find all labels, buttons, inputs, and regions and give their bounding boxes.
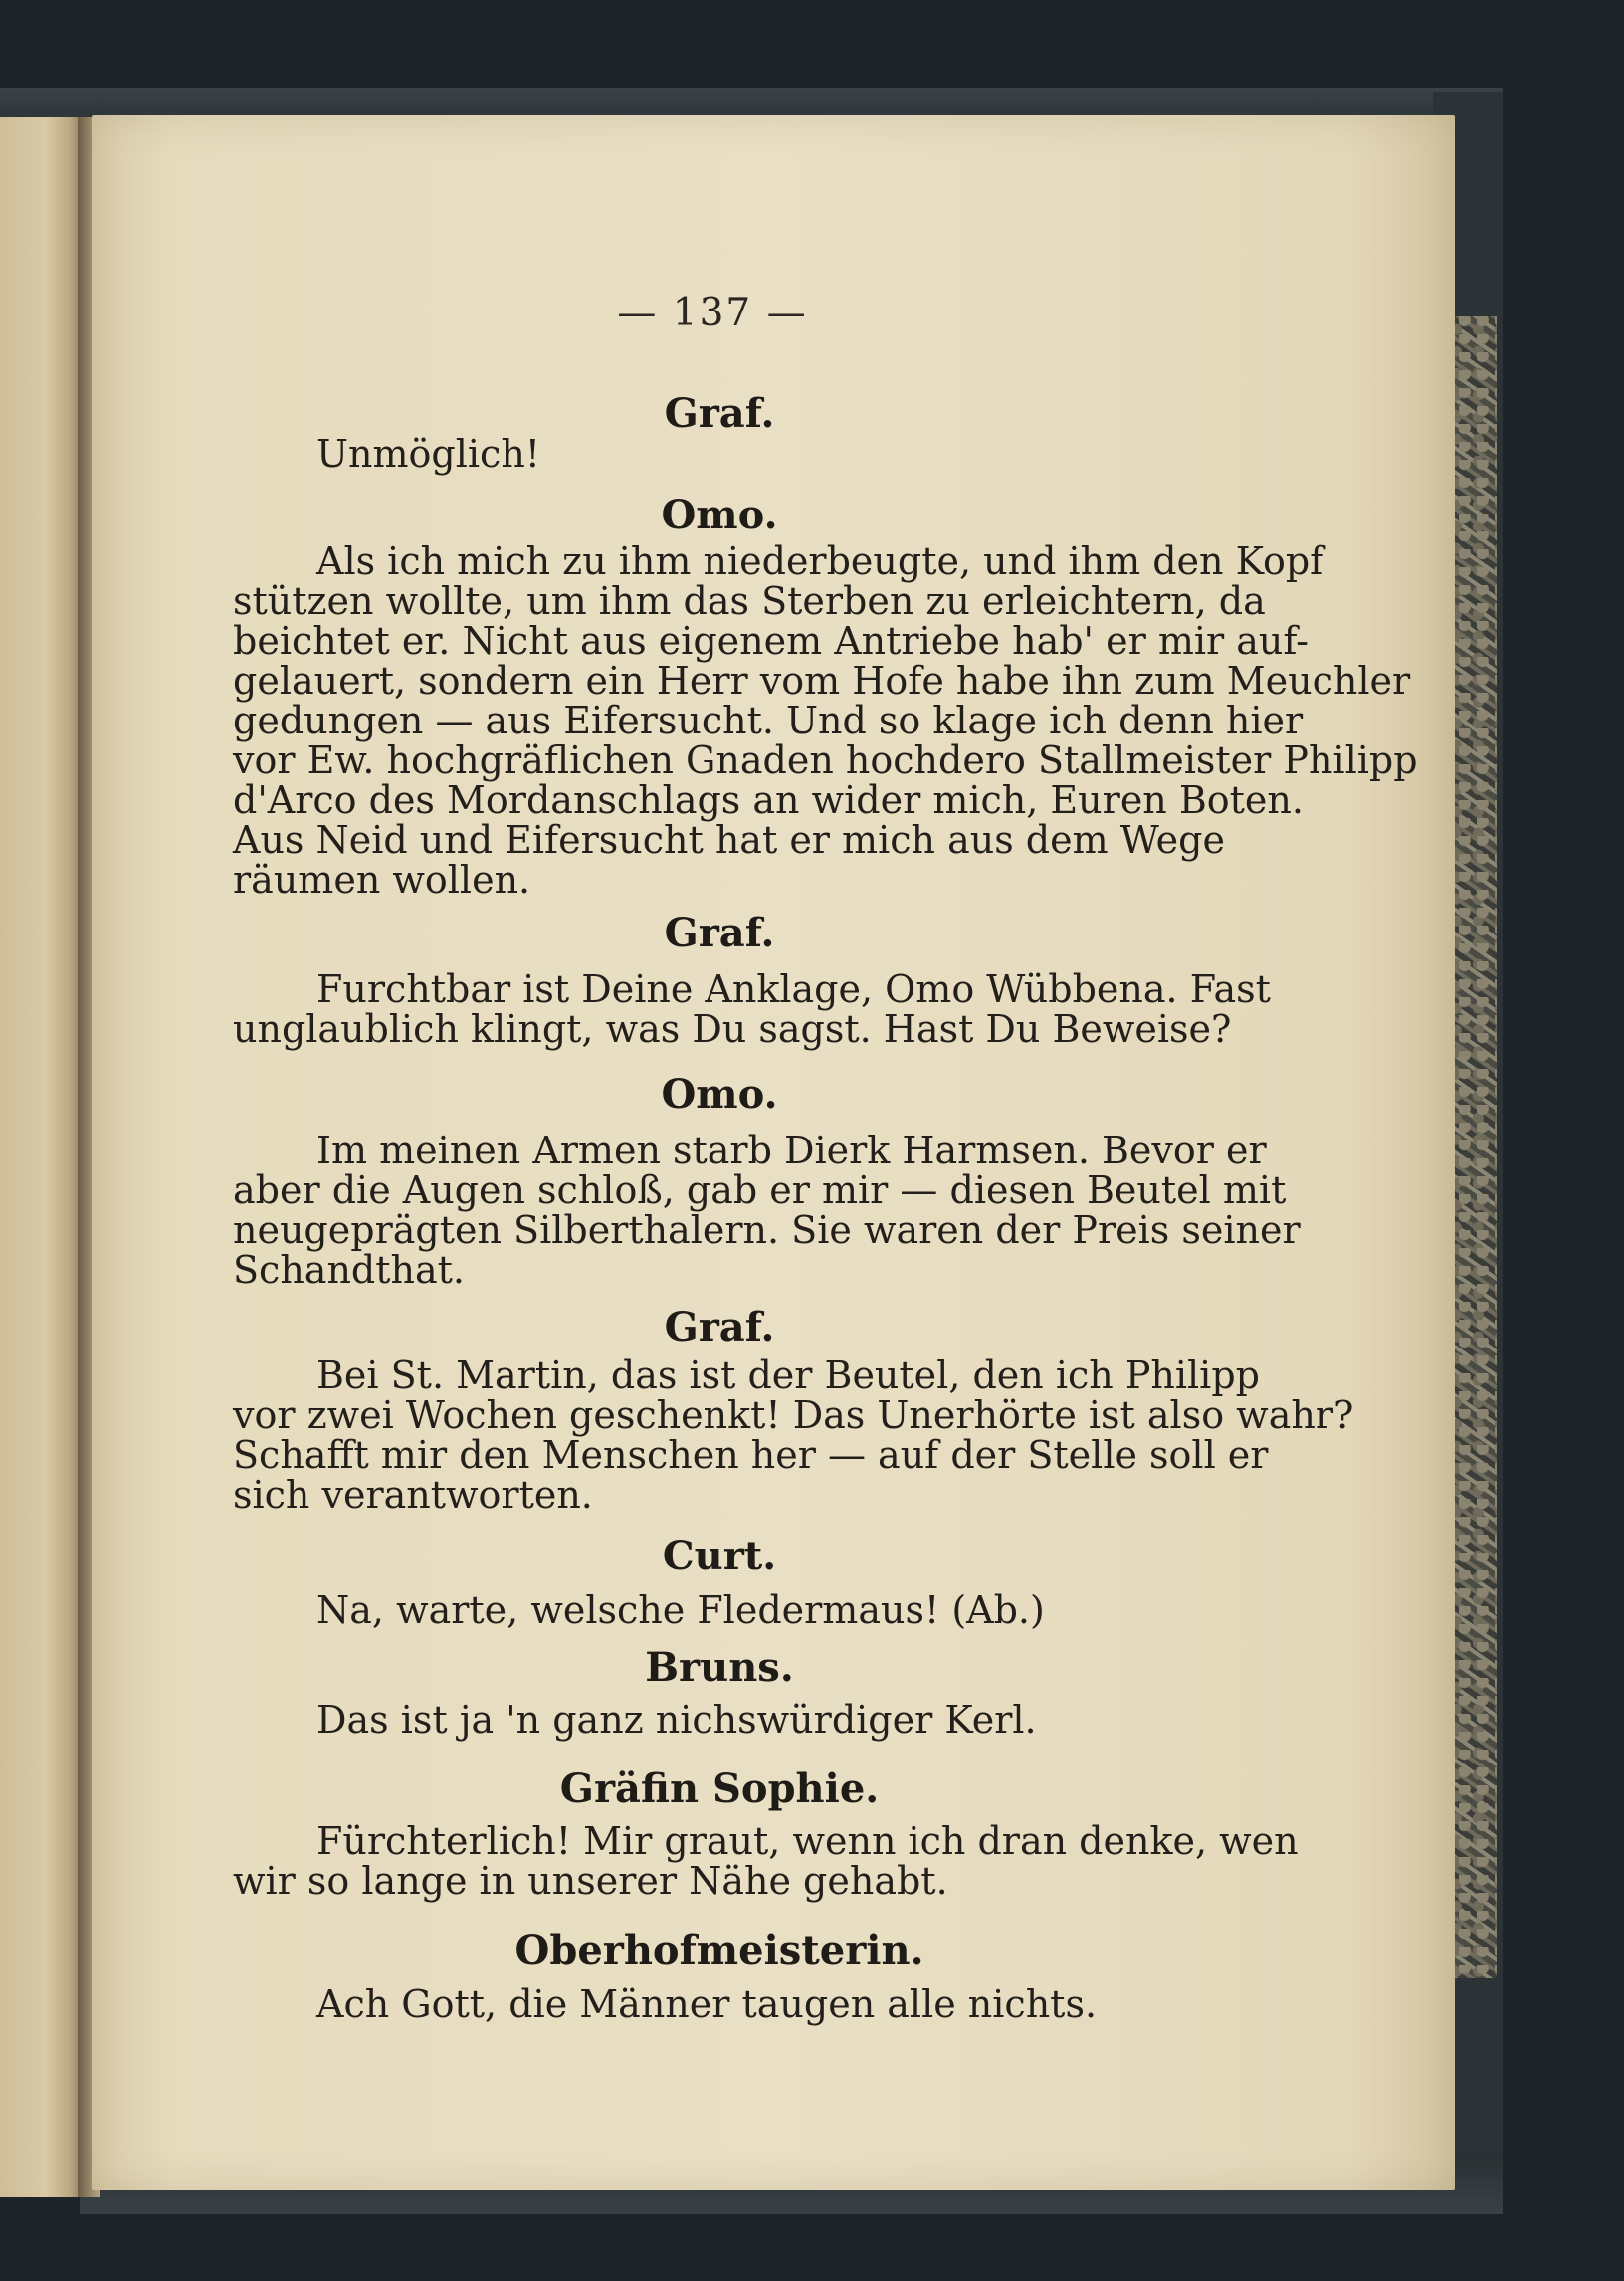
speech-block (233, 1819, 1299, 1903)
speaker-name: Omo. (661, 492, 778, 538)
left-page-edge (0, 117, 82, 2197)
speaker-name: Graf. (664, 910, 775, 956)
speech-block (233, 1353, 1354, 1517)
speech-block (233, 1984, 1206, 2024)
speech-line: Fürchterlich! Mir graut, wenn ich dran denke, wen (316, 1819, 1299, 1863)
speech-line: gelauert, sondern ein Herr vom Hofe habe ihn zum Meuchler (233, 659, 1411, 703)
speech-line: sich verantworten. (233, 1473, 593, 1517)
speech-line: aber die Augen schloß, gab er mir — diesen Beutel mit (233, 1168, 1287, 1212)
speech-line: vor Ew. hochgräflichen Gnaden hochdero Stallmeister Philipp (233, 738, 1418, 782)
speech-line: Furchtbar ist Deine Anklage, Omo Wübbena. Fast (316, 967, 1271, 1011)
speech-line: neugeprägten Silberthalern. Sie waren der Preis seiner (233, 1208, 1301, 1252)
speech-line: Na, warte, welsche Fledermaus! (Ab.) (316, 1588, 1045, 1632)
speech-block (233, 539, 1418, 902)
speech-line: Im meinen Armen starb Dierk Harmsen. Bevor er (316, 1129, 1267, 1172)
speech-line: stützen wollte, um ihm das Sterben zu erleichtern, da (233, 579, 1266, 623)
speech-line: Ach Gott, die Männer taugen alle nichts. (316, 1982, 1098, 2026)
speaker-name: Curt. (662, 1533, 777, 1579)
speech-block (233, 1129, 1301, 1292)
speaker-name: Graf. (664, 390, 775, 437)
speaker-name: Bruns. (645, 1644, 794, 1691)
speaker-name: Omo. (661, 1071, 778, 1118)
speaker-name: Graf. (664, 1304, 775, 1350)
speech-line: vor zwei Wochen geschenkt! Das Unerhörte ist also wahr? (233, 1393, 1354, 1437)
speech-line: Als ich mich zu ihm niederbeugte, und ihm den Kopf (316, 539, 1324, 583)
speech-line: Schandthat. (233, 1248, 465, 1292)
speaker-name: Gräfin Sophie. (559, 1765, 880, 1812)
speech-block (233, 967, 1271, 1051)
speech-line: gedungen — aus Eifersucht. Und so klage ich denn hier (233, 699, 1304, 742)
speech-block (233, 1590, 1206, 1630)
speech-block (233, 1700, 1206, 1740)
speech-line: Das ist ja 'n ganz nichswürdiger Kerl. (316, 1698, 1037, 1742)
speech-line: räumen wollen. (233, 858, 531, 902)
speech-line: Bei St. Martin, das ist der Beutel, den ich Philipp (316, 1353, 1260, 1397)
speech-line: wir so lange in unserer Nähe gehabt. (233, 1859, 948, 1903)
speech-line: beichtet er. Nicht aus eigenem Antriebe hab' er mir auf- (233, 619, 1309, 663)
page-number: — 137 — (617, 291, 808, 335)
speech-line: Schafft mir den Menschen her — auf der Stelle soll er (233, 1433, 1269, 1477)
speech-line: d'Arco des Mordanschlags an wider mich, Euren Boten. (233, 778, 1304, 822)
speaker-name: Oberhofmeisterin. (514, 1927, 924, 1973)
speech-block (233, 434, 1206, 474)
speech-line: Unmöglich! (316, 432, 541, 476)
speech-line: Aus Neid und Eifersucht hat er mich aus dem Wege (233, 818, 1225, 862)
speech-line: unglaublich klingt, was Du sagst. Hast Du Beweise? (233, 1007, 1232, 1051)
